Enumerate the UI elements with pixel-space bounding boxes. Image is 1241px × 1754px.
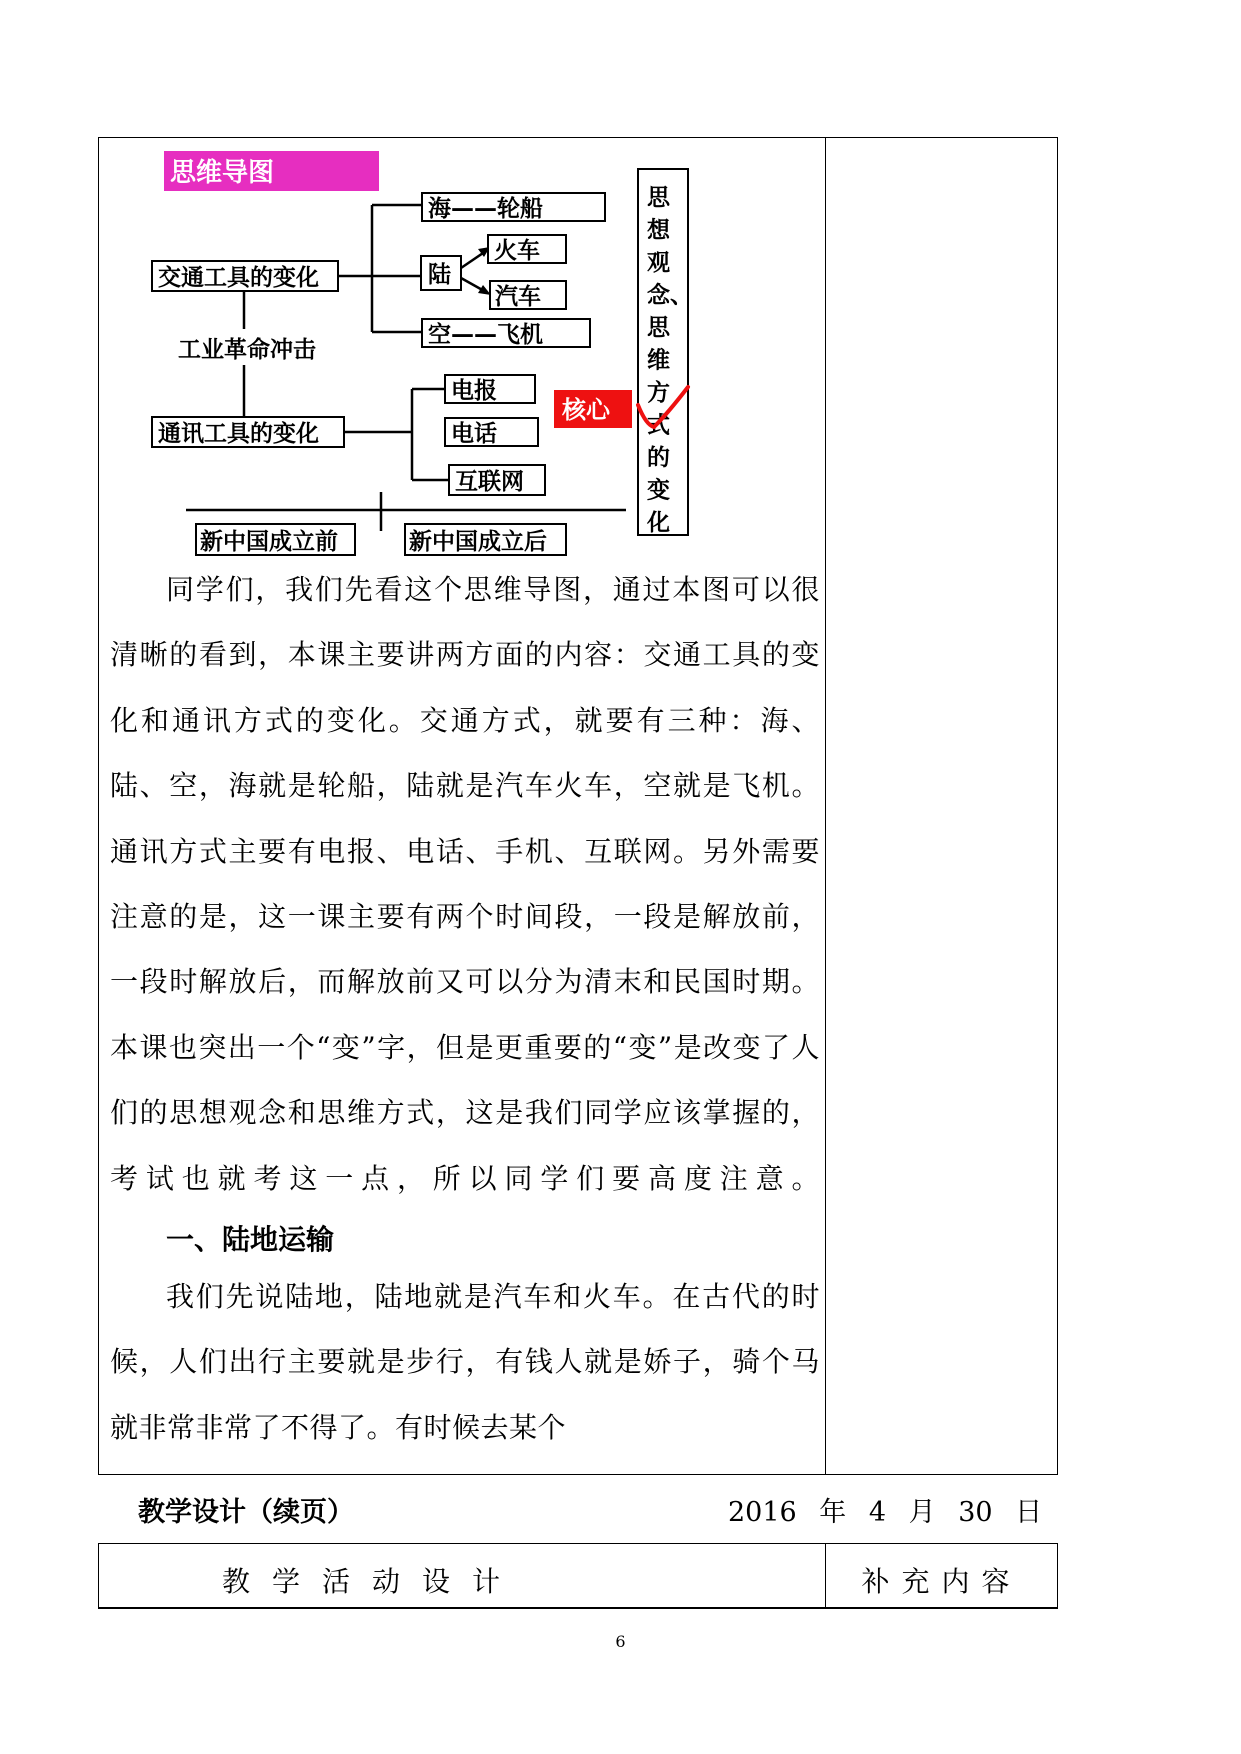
form-date: 2016 年 4 月 30 日 xyxy=(728,1497,1043,1528)
vertical-char: 思 xyxy=(647,315,670,341)
train-label: 火车 xyxy=(494,238,540,264)
sea-label: 海——轮船 xyxy=(428,196,543,222)
car-label: 汽车 xyxy=(495,284,541,310)
core-label: 核心 xyxy=(562,396,610,424)
vertical-char: 变 xyxy=(647,477,670,504)
paragraph-land: 我们先说陆地，陆地就是汽车和火车。在古代的时候，人们出行主要就是步行，有钱人就是娇子，骑个马就非常非常了不得了。有时候去某个 xyxy=(110,1280,820,1444)
mind-map xyxy=(98,137,825,577)
vertical-char: 观 xyxy=(647,250,670,276)
vertical-char: 方 xyxy=(647,380,670,406)
transport-label: 交通工具的变化 xyxy=(158,265,319,291)
header-supplement: 补充内容 xyxy=(861,1565,1022,1598)
impact-label: 工业革命冲击 xyxy=(178,337,316,363)
before-label: 新中国成立前 xyxy=(200,529,338,555)
communication-label: 通讯工具的变化 xyxy=(158,421,319,447)
vertical-char: 维 xyxy=(647,347,670,374)
vertical-char: 的 xyxy=(647,445,670,471)
vertical-char: 念、 xyxy=(647,282,693,309)
telegraph-label: 电报 xyxy=(451,378,497,404)
internet-label: 互联网 xyxy=(455,469,524,495)
telephone-label: 电话 xyxy=(451,421,497,447)
mindmap-title: 思维导图 xyxy=(170,158,275,188)
column-divider xyxy=(825,137,826,1475)
vertical-char: 想 xyxy=(647,217,670,244)
section-heading: 一、陆地运输 xyxy=(166,1223,335,1256)
paragraph-intro: 同学们，我们先看这个思维导图，通过本图可以很清晰的看到，本课主要讲两方面的内容：交通工具的变化和通讯方式的变化。交通方式，就要有三种：海、陆、空，海就是轮船，陆就是汽车火车，空就是飞机。通讯方式主要有电报、电话、手机、互联网。另外需要注意的是，这一课主要有两个时间段，一段是解放前，一段时解放后，而解放前又可以分为清末和民国时期。本课也突出一个“变”字，但是更重要的“变”是改变了人们的思想观念和思维方式，这是我们同学应该掌握的，考试也就考这一点，所以同学们要高度注意。 xyxy=(110,573,820,1195)
air-label: 空——飞机 xyxy=(428,322,543,348)
form-title: 教学设计（续页） xyxy=(138,1497,354,1528)
vertical-char: 思 xyxy=(647,185,670,211)
after-label: 新中国成立后 xyxy=(409,529,547,555)
header-activity-design: 教学活动设计 xyxy=(222,1565,523,1598)
vertical-char: 化 xyxy=(647,510,670,536)
page-number: 6 xyxy=(615,1632,626,1651)
land-label: 陆 xyxy=(428,262,451,288)
vertical-char: 式 xyxy=(647,412,670,439)
